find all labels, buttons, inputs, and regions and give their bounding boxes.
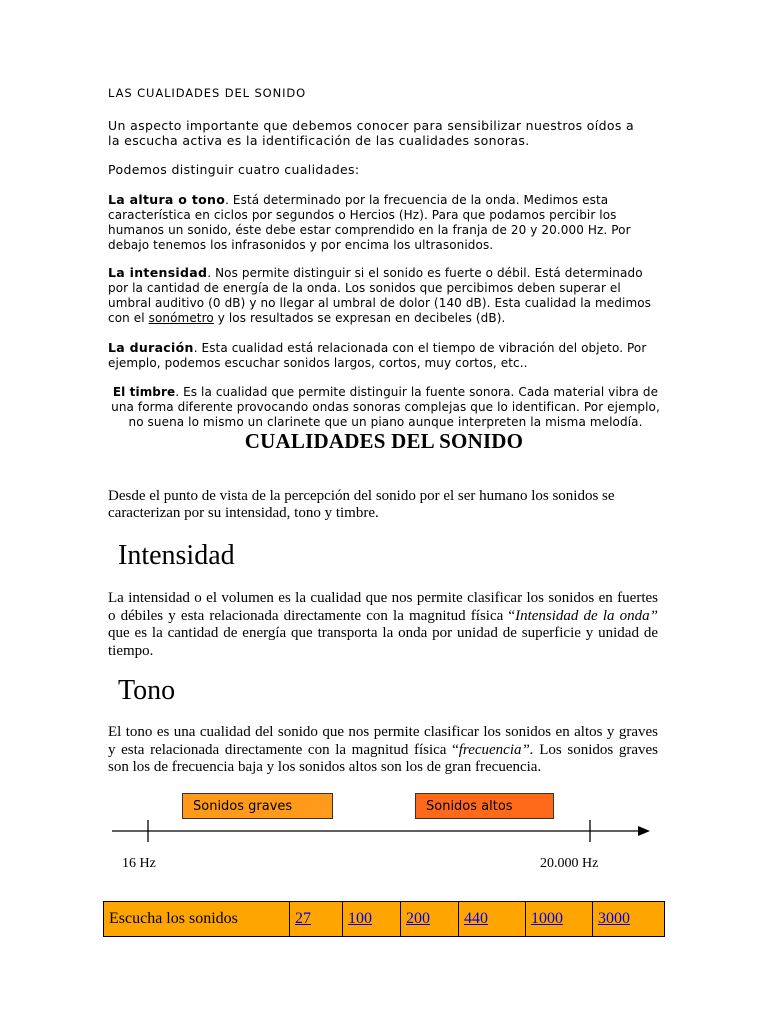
tono-heading: Tono: [118, 675, 176, 706]
table-cell: [343, 902, 401, 937]
quality-duracion-term: La duración: [108, 340, 194, 355]
sound-link-100[interactable]: 100: [348, 910, 372, 927]
quality-altura-term: La altura o tono: [108, 192, 226, 207]
intensidad-text: La intensidad o el volumen es la cualidad que nos permite clasificar los sonidos en fuertes o débiles y esta relacionada directamente con la magnitud física “: [108, 590, 658, 624]
main-title: CUALIDADES DEL SONIDO: [244, 429, 524, 453]
table-row: [104, 902, 665, 937]
distinguish-paragraph: Podemos distinguir cuatro cualidades:: [108, 162, 360, 177]
intensidad-paragraph: [108, 590, 658, 660]
sound-link-3000[interactable]: 3000: [598, 910, 630, 927]
table-cell: [290, 902, 343, 937]
quality-duracion: [108, 340, 663, 371]
tono-italic: frecuencia”.: [458, 741, 534, 758]
quality-timbre: [108, 385, 663, 430]
intensidad-text-end: que es la cantidad de energía que transporta la onda por unidad de superficie y unidad de tiempo.: [108, 625, 658, 659]
table-cell: [459, 902, 526, 937]
intro-paragraph: Un aspecto importante que debemos conocer para sensibilizar nuestros oídos a la escucha activa es la identificación de las cualidades sonoras.: [108, 118, 635, 148]
table-cell: [526, 902, 593, 937]
intensidad-italic: Intensidad de la onda”: [515, 607, 658, 624]
quality-timbre-text: . Es la cualidad que permite distinguir la fuente sonora. Cada material vibra de una forma diferente provocando ondas sonoras complejas que lo identifican. Por ejemplo, no suena lo mismo un clarinete que un piano aunque interpreten la misma melodía.: [111, 385, 660, 429]
axis-arrowhead: [638, 826, 650, 836]
frequency-axis: [110, 815, 655, 845]
tono-text: El tono es una cualidad del sonido que nos permite clasificar los sonidos en altos y graves y esta relacionada directamente con la magnitud física “: [108, 724, 658, 758]
table-cell: [593, 902, 665, 937]
tono-paragraph: [108, 724, 658, 777]
top-title: LAS CUALIDADES DEL SONIDO: [108, 86, 307, 100]
table-cell: [401, 902, 459, 937]
tono-text-end: Los sonidos graves son los de frecuencia baja y los sonidos altos son los de gran frecuencia.: [108, 741, 658, 775]
low-hz-label: 16 Hz: [122, 856, 156, 871]
quality-intensidad: [108, 265, 663, 326]
quality-altura: [108, 192, 663, 253]
quality-intensidad-text-end: y los resultados se expresan en decibeles (dB).: [213, 311, 506, 325]
sound-table-label: Escucha los sonidos: [104, 902, 290, 937]
quality-altura-text: . Está determinado por la frecuencia de la onda. Medimos esta característica en ciclos por segundos o Hercios (Hz). Para que podamos percibir los humanos un sonido, éste debe estar comprendido en la franja de 20 y 20.000 Hz. Por debajo tenemos los infrasonidos y por encima los ultrasonidos.: [108, 193, 631, 252]
sound-link-440[interactable]: 440: [464, 910, 488, 927]
sound-link-1000[interactable]: 1000: [531, 910, 563, 927]
high-hz-label: 20.000 Hz: [540, 856, 599, 871]
low-sounds-box: Sonidos graves: [182, 793, 333, 819]
quality-intensidad-term: La intensidad: [108, 265, 208, 280]
sound-link-27[interactable]: 27: [295, 910, 311, 927]
quality-timbre-term: El timbre: [112, 385, 176, 399]
intensidad-heading: Intensidad: [118, 540, 235, 571]
high-sounds-box: Sonidos altos: [415, 793, 554, 819]
quality-duracion-text: . Esta cualidad está relacionada con el tiempo de vibración del objeto. Por ejemplo, podemos escuchar sonidos largos, cortos, muy cortos, etc..: [108, 341, 647, 370]
perception-paragraph: Desde el punto de vista de la percepción del sonido por el ser humano los sonidos se caracterizan por su intensidad, tono y timbre.: [108, 488, 615, 521]
sound-links-table: [103, 901, 665, 937]
quality-intensidad-text: . Nos permite distinguir si el sonido es fuerte o débil. Está determinado por la cantidad de energía de la onda. Los sonidos que percibimos deben superar el umbral auditivo (0 dB) y no llegar al umbral de dolor (140 dB). Esta cualidad la medimos con el: [108, 266, 652, 325]
sound-link-200[interactable]: 200: [406, 910, 430, 927]
sonometro-link[interactable]: sonómetro: [148, 311, 214, 325]
